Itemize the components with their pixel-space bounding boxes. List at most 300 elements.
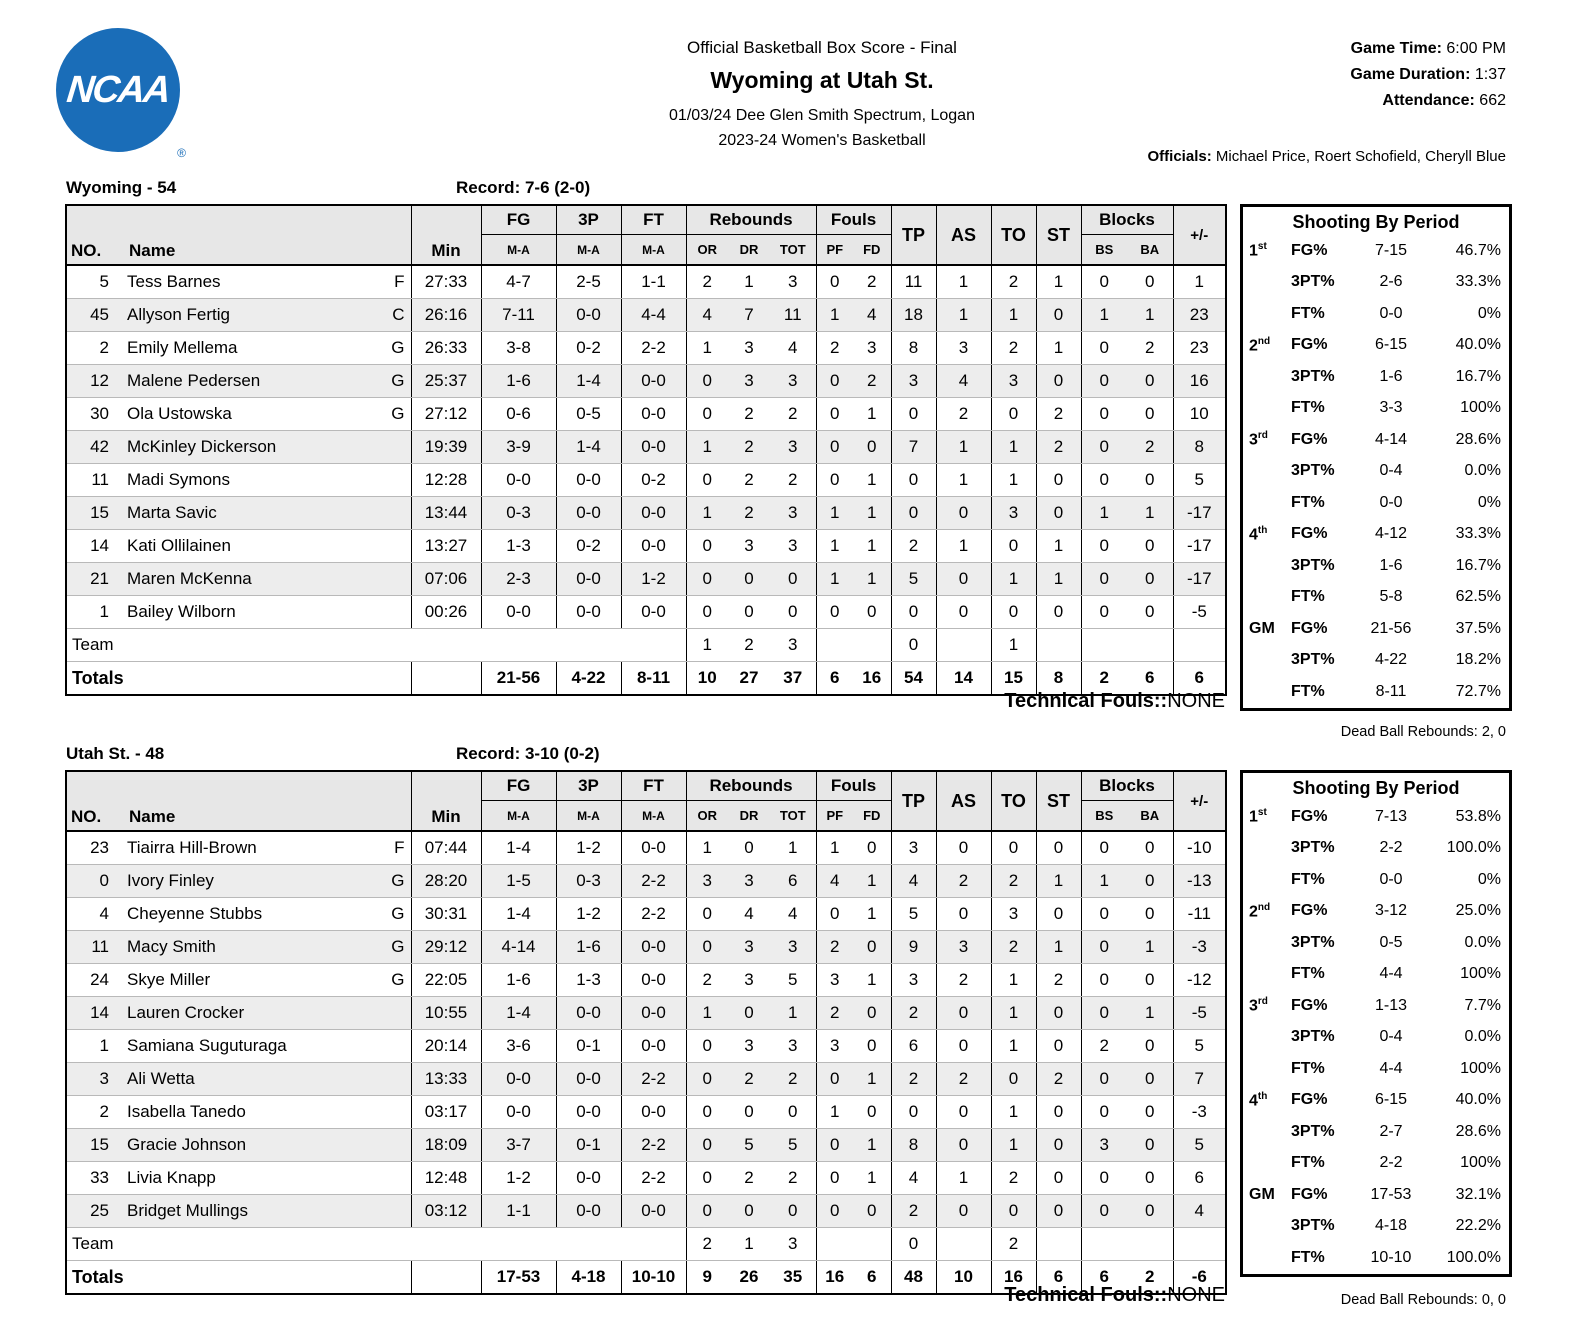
- team-to: 2: [991, 1228, 1036, 1261]
- col-fouls: Fouls: [816, 205, 891, 235]
- shooting-pct: 0.0%: [1464, 462, 1501, 480]
- team-tp: 0: [891, 1228, 936, 1261]
- game-time-label: Game Time:: [1350, 40, 1442, 57]
- stat-tp: 0: [891, 1096, 936, 1129]
- attendance-value: 662: [1479, 92, 1506, 109]
- stat-bs: 1: [1081, 865, 1127, 898]
- stat-pf: 0: [816, 464, 853, 497]
- shooting-stat-label: FT%: [1291, 588, 1325, 606]
- stat-bs: 0: [1081, 530, 1127, 563]
- col-ft-ma: M-A: [621, 801, 686, 832]
- shooting-row: [1243, 424, 1509, 456]
- stat-tp: 7: [891, 431, 936, 464]
- team-pm-empty: [1173, 629, 1226, 662]
- stat-dr: 2: [728, 497, 770, 530]
- stat-ft: 2-2: [621, 332, 686, 365]
- stat-or: 0: [686, 563, 728, 596]
- stat-st: 1: [1036, 530, 1081, 563]
- stat-p3: 0-0: [556, 1096, 621, 1129]
- totals-pm: 6: [1173, 662, 1226, 696]
- stat-st: 0: [1036, 1129, 1081, 1162]
- stat-tot: 1: [770, 997, 816, 1030]
- col-pf: PF: [816, 235, 853, 266]
- shooting-made-att: 17-53: [1370, 1185, 1412, 1203]
- technical-fouls-utah: [65, 1284, 1225, 1307]
- totals-ft: 8-11: [621, 662, 686, 696]
- stat-or: 4: [686, 299, 728, 332]
- stat-ft: 0-0: [621, 931, 686, 964]
- stat-or: 0: [686, 365, 728, 398]
- stat-dr: 7: [728, 299, 770, 332]
- team-st-empty: [1036, 629, 1081, 662]
- stat-pf: 0: [816, 365, 853, 398]
- stat-dr: 3: [728, 332, 770, 365]
- attendance-line: [1350, 88, 1506, 114]
- col-ft-ma: M-A: [621, 235, 686, 266]
- shooting-made-att: 0-4: [1379, 462, 1403, 480]
- stat-p3: 1-2: [556, 831, 621, 865]
- col-min: Min: [411, 205, 481, 265]
- stat-tot: 0: [770, 1195, 816, 1228]
- stat-or: 0: [686, 1195, 728, 1228]
- shooting-made-att: 0-4: [1379, 1028, 1403, 1046]
- shooting-rows-wyoming: [1243, 235, 1509, 708]
- totals-label: Totals: [66, 1261, 411, 1295]
- stat-or: 2: [686, 964, 728, 997]
- stat-p3: 0-2: [556, 332, 621, 365]
- col-tp: TP: [891, 771, 936, 831]
- shooting-made-att: 3-12: [1374, 902, 1408, 920]
- shooting-pct: 40.0%: [1455, 336, 1501, 354]
- stat-fg: 1-1: [481, 1195, 556, 1228]
- team-to: 1: [991, 629, 1036, 662]
- col-no: NO.: [66, 771, 121, 831]
- stat-bs: 0: [1081, 265, 1127, 299]
- stat-or: 0: [686, 398, 728, 431]
- team-row-label: Team: [66, 1228, 686, 1261]
- stat-bs: 0: [1081, 1195, 1127, 1228]
- shooting-period-label: 4th: [1249, 1090, 1268, 1109]
- stat-dr: 0: [728, 1096, 770, 1129]
- stat-bs: 0: [1081, 964, 1127, 997]
- player-number: 14: [66, 997, 121, 1030]
- player-number: 0: [66, 865, 121, 898]
- player-name: Malene Pedersen: [127, 371, 261, 390]
- shooting-period-label: 1st: [1249, 241, 1267, 260]
- shooting-stat-label: 3PT%: [1291, 273, 1335, 291]
- shooting-pct: 32.1%: [1455, 1185, 1501, 1203]
- stat-min: 13:27: [411, 530, 481, 563]
- stat-pm: -12: [1173, 964, 1226, 997]
- stat-fd: 1: [853, 530, 891, 563]
- stat-fd: 2: [853, 265, 891, 299]
- stat-ft: 0-0: [621, 997, 686, 1030]
- stat-tp: 4: [891, 1162, 936, 1195]
- stat-pf: 0: [816, 1195, 853, 1228]
- stat-st: 1: [1036, 332, 1081, 365]
- stat-st: 2: [1036, 1063, 1081, 1096]
- shooting-pct: 33.3%: [1455, 273, 1501, 291]
- shooting-stat-label: 3PT%: [1291, 462, 1335, 480]
- wyoming-box-score-table: [65, 204, 1227, 696]
- shooting-pct: 33.3%: [1455, 525, 1501, 543]
- col-as: AS: [936, 771, 991, 831]
- stat-as: 1: [936, 299, 991, 332]
- stat-fg: 7-11: [481, 299, 556, 332]
- stat-min: 27:33: [411, 265, 481, 299]
- col-no: NO.: [66, 205, 121, 265]
- shooting-pct: 22.2%: [1455, 1217, 1501, 1235]
- shooting-made-att: 1-6: [1379, 367, 1403, 385]
- stat-ft: 0-0: [621, 596, 686, 629]
- stat-fd: 1: [853, 1129, 891, 1162]
- shooting-row: [1243, 801, 1509, 833]
- shooting-made-att: 3-3: [1379, 399, 1403, 417]
- stat-or: 0: [686, 1162, 728, 1195]
- player-name-cell: [121, 431, 411, 464]
- player-name-cell: [121, 964, 411, 997]
- stat-tp: 0: [891, 398, 936, 431]
- player-row: [66, 898, 1226, 931]
- col-fg: FG: [481, 771, 556, 801]
- team-or: 2: [686, 1228, 728, 1261]
- col-ft: FT: [621, 771, 686, 801]
- stat-tp: 18: [891, 299, 936, 332]
- shooting-stat-label: 3PT%: [1291, 1122, 1335, 1140]
- stat-to: 2: [991, 332, 1036, 365]
- stat-pf: 0: [816, 1162, 853, 1195]
- stat-tot: 3: [770, 530, 816, 563]
- totals-to: 15: [991, 662, 1036, 696]
- team-name: Utah St. - 48: [66, 744, 165, 763]
- totals-pf: 16: [816, 1261, 853, 1295]
- stat-p3: 0-0: [556, 997, 621, 1030]
- shooting-pct: 0%: [1477, 304, 1501, 322]
- shooting-row: [1243, 927, 1509, 959]
- player-name: Cheyenne Stubbs: [127, 904, 263, 923]
- stat-min: 27:12: [411, 398, 481, 431]
- stat-pm: 10: [1173, 398, 1226, 431]
- stat-as: 1: [936, 464, 991, 497]
- col-plusminus: +/-: [1173, 771, 1226, 831]
- player-number: 2: [66, 332, 121, 365]
- shooting-row: [1243, 864, 1509, 896]
- stat-tot: 0: [770, 596, 816, 629]
- totals-as: 10: [936, 1261, 991, 1295]
- stat-tot: 6: [770, 865, 816, 898]
- stat-tp: 5: [891, 898, 936, 931]
- col-fg-ma: M-A: [481, 801, 556, 832]
- stat-ba: 0: [1127, 1063, 1173, 1096]
- team-fouls-empty: [816, 1228, 891, 1261]
- totals-ft: 10-10: [621, 1261, 686, 1295]
- team-heading-wyoming: [66, 178, 1226, 198]
- stat-pm: -5: [1173, 596, 1226, 629]
- shooting-made-att: 1-6: [1379, 556, 1403, 574]
- shooting-row: [1243, 833, 1509, 865]
- player-position: G: [391, 970, 405, 989]
- stat-fg: 0-3: [481, 497, 556, 530]
- player-name: Bailey Wilborn: [127, 602, 236, 621]
- stat-dr: 2: [728, 1162, 770, 1195]
- stat-pf: 0: [816, 431, 853, 464]
- stat-pm: -17: [1173, 530, 1226, 563]
- stat-bs: 0: [1081, 431, 1127, 464]
- player-name-cell: [121, 865, 411, 898]
- totals-ba: 6: [1127, 662, 1173, 696]
- totals-bs: 2: [1081, 662, 1127, 696]
- stat-as: 0: [936, 1030, 991, 1063]
- stat-p3: 0-5: [556, 398, 621, 431]
- col-name: Name: [121, 205, 411, 265]
- player-number: 14: [66, 530, 121, 563]
- stat-pf: 3: [816, 1030, 853, 1063]
- stat-tp: 0: [891, 464, 936, 497]
- header-center: [462, 38, 1182, 150]
- team-tp: 0: [891, 629, 936, 662]
- shooting-pct: 100.0%: [1446, 839, 1501, 857]
- stat-fd: 0: [853, 931, 891, 964]
- stat-fd: 1: [853, 1162, 891, 1195]
- shooting-pct: 100.0%: [1446, 1248, 1501, 1266]
- stat-ba: 0: [1127, 464, 1173, 497]
- totals-fd: 6: [853, 1261, 891, 1295]
- stat-ba: 0: [1127, 398, 1173, 431]
- player-row: [66, 1129, 1226, 1162]
- officials-value: Michael Price, Roert Schofield, Cheryll Blue: [1215, 148, 1506, 165]
- player-name: McKinley Dickerson: [127, 437, 277, 456]
- shooting-period-label: 1st: [1249, 807, 1267, 826]
- stat-tot: 3: [770, 431, 816, 464]
- col-3p-ma: M-A: [556, 235, 621, 266]
- shooting-made-att: 21-56: [1370, 619, 1412, 637]
- stat-ft: 4-4: [621, 299, 686, 332]
- stat-ba: 0: [1127, 265, 1173, 299]
- player-name: Maren McKenna: [127, 569, 252, 588]
- stat-pm: -3: [1173, 931, 1226, 964]
- stat-dr: 0: [728, 563, 770, 596]
- shooting-made-att: 5-8: [1379, 588, 1403, 606]
- stat-tot: 2: [770, 1063, 816, 1096]
- stat-fg: 4-14: [481, 931, 556, 964]
- col-rebounds: Rebounds: [686, 771, 816, 801]
- totals-st: 8: [1036, 662, 1081, 696]
- player-row: [66, 530, 1226, 563]
- stat-ba: 0: [1127, 563, 1173, 596]
- stat-tot: 5: [770, 1129, 816, 1162]
- team-tot: 3: [770, 1228, 816, 1261]
- stat-ba: 1: [1127, 997, 1173, 1030]
- stat-st: 0: [1036, 1096, 1081, 1129]
- player-number: 25: [66, 1195, 121, 1228]
- stat-fd: 2: [853, 365, 891, 398]
- officials-line: [1148, 148, 1506, 165]
- shooting-made-att: 2-2: [1379, 839, 1403, 857]
- team-pm-empty: [1173, 1228, 1226, 1261]
- stat-fd: 0: [853, 431, 891, 464]
- boxscore-subtitle: Official Basketball Box Score - Final: [687, 38, 957, 57]
- shooting-row: [1243, 645, 1509, 677]
- stat-fd: 4: [853, 299, 891, 332]
- stat-to: 2: [991, 865, 1036, 898]
- shooting-made-att: 2-6: [1379, 273, 1403, 291]
- col-st: ST: [1036, 771, 1081, 831]
- stat-ba: 0: [1127, 831, 1173, 865]
- stat-dr: 0: [728, 1195, 770, 1228]
- player-number: 15: [66, 497, 121, 530]
- player-position: G: [391, 871, 405, 890]
- shooting-row: [1243, 550, 1509, 582]
- technical-fouls-value: NONE: [1167, 1284, 1225, 1306]
- stat-ba: 1: [1127, 299, 1173, 332]
- shooting-made-att: 4-18: [1374, 1217, 1408, 1235]
- stat-pf: 1: [816, 530, 853, 563]
- shooting-row: [1243, 1242, 1509, 1274]
- shooting-period-label: 4th: [1249, 524, 1268, 543]
- shooting-made-att: 0-0: [1379, 493, 1403, 511]
- shooting-row: [1243, 959, 1509, 991]
- team-record: Record: 3-10 (0-2): [456, 744, 600, 763]
- stat-fd: 0: [853, 1030, 891, 1063]
- stat-as: 0: [936, 831, 991, 865]
- shooting-stat-label: FG%: [1291, 525, 1328, 543]
- shooting-stat-label: 3PT%: [1291, 839, 1335, 857]
- stat-dr: 0: [728, 997, 770, 1030]
- shooting-made-att: 4-14: [1374, 430, 1408, 448]
- player-position: G: [391, 338, 405, 357]
- shooting-row: [1243, 613, 1509, 645]
- stat-tp: 3: [891, 831, 936, 865]
- stat-fd: 1: [853, 398, 891, 431]
- shooting-stat-label: 3PT%: [1291, 367, 1335, 385]
- stat-fg: 2-3: [481, 563, 556, 596]
- stat-tp: 5: [891, 563, 936, 596]
- player-number: 4: [66, 898, 121, 931]
- stat-tp: 9: [891, 931, 936, 964]
- stat-p3: 1-2: [556, 898, 621, 931]
- stat-as: 0: [936, 497, 991, 530]
- team-fouls-empty: [816, 629, 891, 662]
- player-name-cell: [121, 1063, 411, 1096]
- stat-bs: 3: [1081, 1129, 1127, 1162]
- stat-as: 0: [936, 1195, 991, 1228]
- stat-min: 00:26: [411, 596, 481, 629]
- shooting-stat-label: 3PT%: [1291, 933, 1335, 951]
- shooting-stat-label: 3PT%: [1291, 1217, 1335, 1235]
- team-record: Record: 7-6 (2-0): [456, 178, 591, 197]
- team-row-label: Team: [66, 629, 686, 662]
- shooting-made-att: 1-13: [1374, 996, 1408, 1014]
- stat-pm: 23: [1173, 299, 1226, 332]
- stat-as: 1: [936, 431, 991, 464]
- stat-bs: 0: [1081, 332, 1127, 365]
- stat-or: 0: [686, 898, 728, 931]
- col-ft: FT: [621, 205, 686, 235]
- player-name: Kati Ollilainen: [127, 536, 231, 555]
- player-name-cell: [121, 497, 411, 530]
- stat-tp: 8: [891, 1129, 936, 1162]
- stat-st: 0: [1036, 596, 1081, 629]
- stat-fg: 1-4: [481, 831, 556, 865]
- stat-as: 1: [936, 265, 991, 299]
- ncaa-logo: [56, 28, 188, 164]
- player-row: [66, 1063, 1226, 1096]
- dead-ball-rebounds-wyoming: Dead Ball Rebounds: 2, 0: [1340, 724, 1506, 740]
- stat-dr: 2: [728, 431, 770, 464]
- totals-p3: 4-18: [556, 1261, 621, 1295]
- stat-p3: 1-6: [556, 931, 621, 964]
- col-min: Min: [411, 771, 481, 831]
- totals-pm: -6: [1173, 1261, 1226, 1295]
- stat-tp: 3: [891, 365, 936, 398]
- stat-fd: 1: [853, 964, 891, 997]
- totals-dr: 26: [728, 1261, 770, 1295]
- stat-min: 12:28: [411, 464, 481, 497]
- shooting-made-att: 0-5: [1379, 933, 1403, 951]
- stat-to: 1: [991, 431, 1036, 464]
- stat-ba: 0: [1127, 1129, 1173, 1162]
- stat-to: 0: [991, 1063, 1036, 1096]
- stat-st: 0: [1036, 898, 1081, 931]
- player-row: [66, 596, 1226, 629]
- stat-as: 4: [936, 365, 991, 398]
- shooting-stat-label: FG%: [1291, 1185, 1328, 1203]
- stat-fg: 0-0: [481, 1063, 556, 1096]
- shooting-row: [1243, 298, 1509, 330]
- player-name: Samiana Suguturaga: [127, 1036, 287, 1055]
- team-blocks-empty: [1081, 1228, 1173, 1261]
- player-name-cell: [121, 898, 411, 931]
- stat-p3: 0-1: [556, 1030, 621, 1063]
- stat-fd: 1: [853, 898, 891, 931]
- shooting-pct: 0.0%: [1464, 1028, 1501, 1046]
- stat-or: 0: [686, 1096, 728, 1129]
- game-time-value: 6:00 PM: [1446, 40, 1506, 57]
- stat-fg: 0-0: [481, 1096, 556, 1129]
- stat-pf: 2: [816, 332, 853, 365]
- stat-ft: 2-2: [621, 898, 686, 931]
- team-tot: 3: [770, 629, 816, 662]
- totals-tot: 37: [770, 662, 816, 696]
- shooting-row: [1243, 990, 1509, 1022]
- shooting-stat-label: FG%: [1291, 902, 1328, 920]
- stat-min: 10:55: [411, 997, 481, 1030]
- totals-dr: 27: [728, 662, 770, 696]
- shooting-pct: 100%: [1460, 1059, 1501, 1077]
- shooting-row: [1243, 1179, 1509, 1211]
- shooting-pct: 28.6%: [1455, 430, 1501, 448]
- shooting-row: [1243, 393, 1509, 425]
- stat-bs: 0: [1081, 398, 1127, 431]
- stat-p3: 0-0: [556, 1063, 621, 1096]
- stat-to: 0: [991, 1195, 1036, 1228]
- shooting-panel-title: Shooting By Period: [1292, 778, 1460, 798]
- player-number: 5: [66, 265, 121, 299]
- player-number: 3: [66, 1063, 121, 1096]
- col-3p-ma: M-A: [556, 801, 621, 832]
- col-to: TO: [991, 771, 1036, 831]
- player-row: [66, 1162, 1226, 1195]
- player-name: Emily Mellema: [127, 338, 238, 357]
- stat-ft: 2-2: [621, 1162, 686, 1195]
- stat-min: 07:06: [411, 563, 481, 596]
- player-number: 21: [66, 563, 121, 596]
- player-name-cell: [121, 530, 411, 563]
- player-name: Marta Savic: [127, 503, 217, 522]
- stat-pm: -17: [1173, 497, 1226, 530]
- stat-pm: 8: [1173, 431, 1226, 464]
- totals-or: 9: [686, 1261, 728, 1295]
